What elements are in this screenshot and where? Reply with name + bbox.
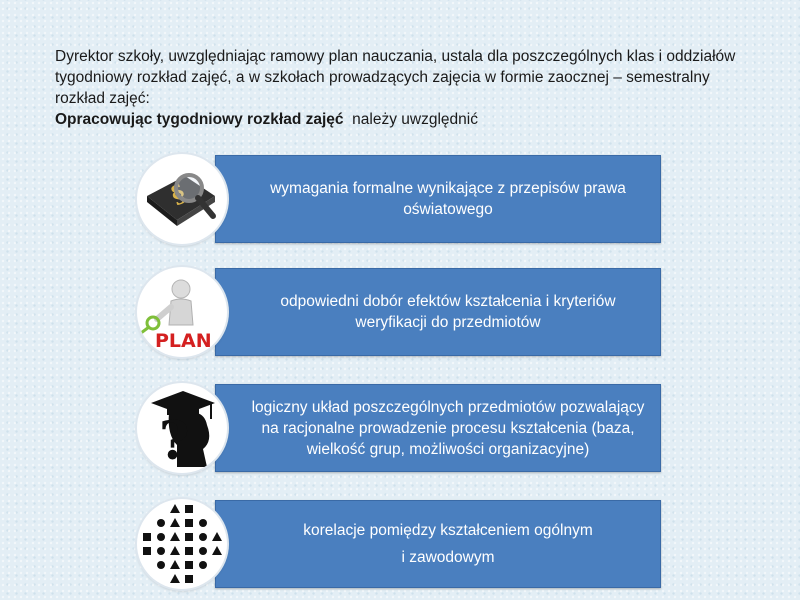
law-book-magnifier-icon xyxy=(137,154,227,244)
intro-tail: należy uwzględnić xyxy=(352,111,478,128)
intro-text xyxy=(55,46,755,130)
intro-bold: Opracowując tygodniowy rozkład zajęć xyxy=(55,111,344,128)
intro-last-line xyxy=(55,109,755,130)
item-text-2: odpowiedni dobór efektów kształcenia i kryteriów weryfikacji do przedmiotów xyxy=(280,293,616,331)
svg-text:?: ? xyxy=(159,411,190,472)
item-text-1: wymagania formalne wynikające z przepisów prawa oświatowego xyxy=(270,180,626,218)
item-card-2 xyxy=(215,268,661,356)
plan-figure-icon xyxy=(137,267,227,357)
item-card-3 xyxy=(215,384,661,472)
graduate-question-icon xyxy=(137,383,227,473)
plan-label: PLAN xyxy=(155,330,212,352)
item-card-4 xyxy=(215,500,661,588)
item-text-3: logiczny układ poszczególnych przedmiotów pozwalający na racjonalne prowadzenie procesu kształcenia (baza, wielkość grup, możliwości organizacyjne) xyxy=(251,398,645,458)
item-text-4-line1: korelacje pomiędzy kształceniem ogólnym xyxy=(303,522,593,539)
subject-icons-grid-icon xyxy=(137,499,227,589)
intro-paragraph: Dyrektor szkoły, uwzględniając ramowy plan nauczania, ustala dla poszczególnych klas i oddziałów tygodniowy rozkład zajęć, a w szkołach prowadzących zajęcia w formie zaocznej – semestralny rozkład zajęć: xyxy=(55,48,736,107)
item-text-4 xyxy=(303,520,592,568)
item-card-1 xyxy=(215,155,661,243)
item-text-4-line2: i zawodowym xyxy=(401,549,495,566)
